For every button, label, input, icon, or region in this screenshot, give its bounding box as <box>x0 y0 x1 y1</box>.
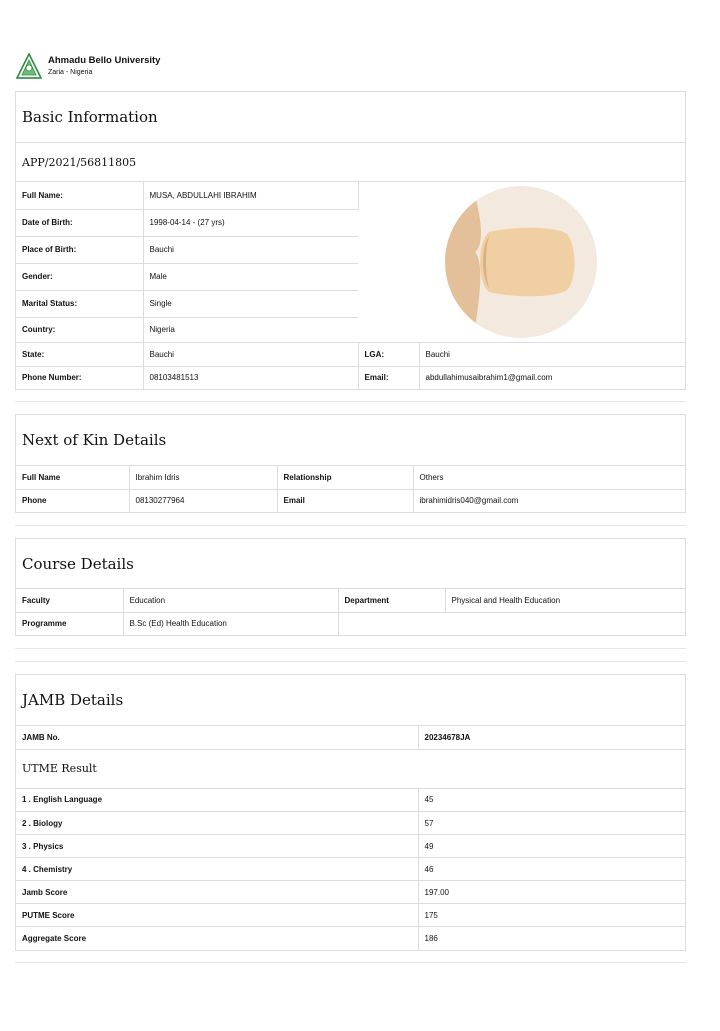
table-row <box>16 182 685 209</box>
phone-number-value: 08103481513 <box>143 366 358 389</box>
subject-biology-label: 2 . Biology <box>16 812 418 835</box>
utme-result-title: UTME Result <box>16 750 685 789</box>
university-name: Ahmadu Bello University <box>48 55 161 66</box>
table-row <box>16 589 685 612</box>
department-label: Department <box>338 589 445 612</box>
table-row <box>16 612 685 635</box>
empty-cell <box>338 612 685 635</box>
country-value: Nigeria <box>143 317 358 342</box>
divider <box>15 648 686 649</box>
faculty-value: Education <box>123 589 338 612</box>
kin-email-label: Email <box>277 489 413 512</box>
next-of-kin-table <box>16 466 685 512</box>
programme-label: Programme <box>16 612 123 635</box>
department-value: Physical and Health Education <box>445 589 685 612</box>
state-value: Bauchi <box>143 342 358 366</box>
lga-value: Bauchi <box>419 342 685 366</box>
country-label: Country: <box>16 317 143 342</box>
place-of-birth-value: Bauchi <box>143 236 358 263</box>
utme-result-table <box>16 789 685 950</box>
full-name-label: Full Name: <box>16 182 143 209</box>
jamb-score-value: 197.00 <box>418 881 685 904</box>
kin-full-name-value: Ibrahim Idris <box>129 466 277 489</box>
table-row <box>16 835 685 858</box>
divider <box>15 962 686 963</box>
kin-full-name-label: Full Name <box>16 466 129 489</box>
table-row <box>16 342 685 366</box>
table-row <box>16 366 685 389</box>
subject-physics-score: 49 <box>418 835 685 858</box>
table-row <box>16 927 685 950</box>
lga-label: LGA: <box>358 342 419 366</box>
jamb-details-card <box>15 674 686 951</box>
jamb-score-label: Jamb Score <box>16 881 418 904</box>
course-details-title: Course Details <box>16 539 685 589</box>
subject-english-label: 1 . English Language <box>16 789 418 812</box>
subject-english-score: 45 <box>418 789 685 812</box>
marital-status-value: Single <box>143 290 358 317</box>
divider <box>15 525 686 526</box>
phone-number-label: Phone Number: <box>16 366 143 389</box>
kin-email-value: ibrahimidris040@gmail.com <box>419 496 519 506</box>
kin-relationship-value: Others <box>413 466 685 489</box>
divider <box>15 661 686 662</box>
divider <box>15 401 686 402</box>
application-number: APP/2021/56811805 <box>16 143 685 182</box>
jamb-details-title: JAMB Details <box>16 675 685 726</box>
subject-biology-score: 57 <box>418 812 685 835</box>
table-row <box>16 726 685 749</box>
date-of-birth-value: 1998-04-14 - (27 yrs) <box>143 209 358 236</box>
putme-score-value: 175 <box>418 904 685 927</box>
gender-label: Gender: <box>16 263 143 290</box>
jamb-number-label: JAMB No. <box>16 726 418 749</box>
aggregate-score-label: Aggregate Score <box>16 927 418 950</box>
kin-phone-label: Phone <box>16 489 129 512</box>
kin-relationship-label: Relationship <box>277 466 413 489</box>
table-row <box>16 489 685 512</box>
email-value: abdullahimusaibrahim1@gmail.com <box>425 373 553 383</box>
putme-score-label: PUTME Score <box>16 904 418 927</box>
table-row <box>16 904 685 927</box>
jamb-number-table <box>16 726 685 750</box>
university-info <box>48 54 160 78</box>
place-of-birth-label: Place of Birth: <box>16 236 143 263</box>
marital-status-label: Marital Status: <box>16 290 143 317</box>
subject-chemistry-label: 4 . Chemistry <box>16 858 418 881</box>
full-name-value: MUSA, ABDULLAHI IBRAHIM <box>143 182 358 209</box>
table-row <box>16 858 685 881</box>
next-of-kin-title: Next of Kin Details <box>16 415 685 466</box>
table-row <box>16 812 685 835</box>
basic-information-table <box>16 182 685 389</box>
course-details-table <box>16 589 685 635</box>
kin-phone-value: 08130277964 <box>129 489 277 512</box>
aggregate-score-value: 186 <box>424 933 438 943</box>
state-label: State: <box>16 342 143 366</box>
basic-information-card <box>15 91 686 390</box>
subject-chemistry-score: 46 <box>418 858 685 881</box>
jamb-number-value: 20234678JA <box>424 732 471 742</box>
subject-physics-label: 3 . Physics <box>16 835 418 858</box>
university-logo-icon <box>15 52 43 80</box>
faculty-label: Faculty <box>16 589 123 612</box>
next-of-kin-card <box>15 414 686 513</box>
date-of-birth-label: Date of Birth: <box>16 209 143 236</box>
email-label: Email: <box>358 366 419 389</box>
programme-value: B.Sc (Ed) Health Education <box>123 612 338 635</box>
course-details-card <box>15 538 686 636</box>
table-row <box>16 789 685 812</box>
page-header <box>15 51 160 81</box>
avatar <box>445 186 597 338</box>
table-row <box>16 466 685 489</box>
gender-value: Male <box>143 263 358 290</box>
university-location: Zaria - Nigeria <box>48 69 93 76</box>
basic-information-title: Basic Information <box>16 92 685 143</box>
photo-cell <box>358 182 685 342</box>
table-row <box>16 881 685 904</box>
